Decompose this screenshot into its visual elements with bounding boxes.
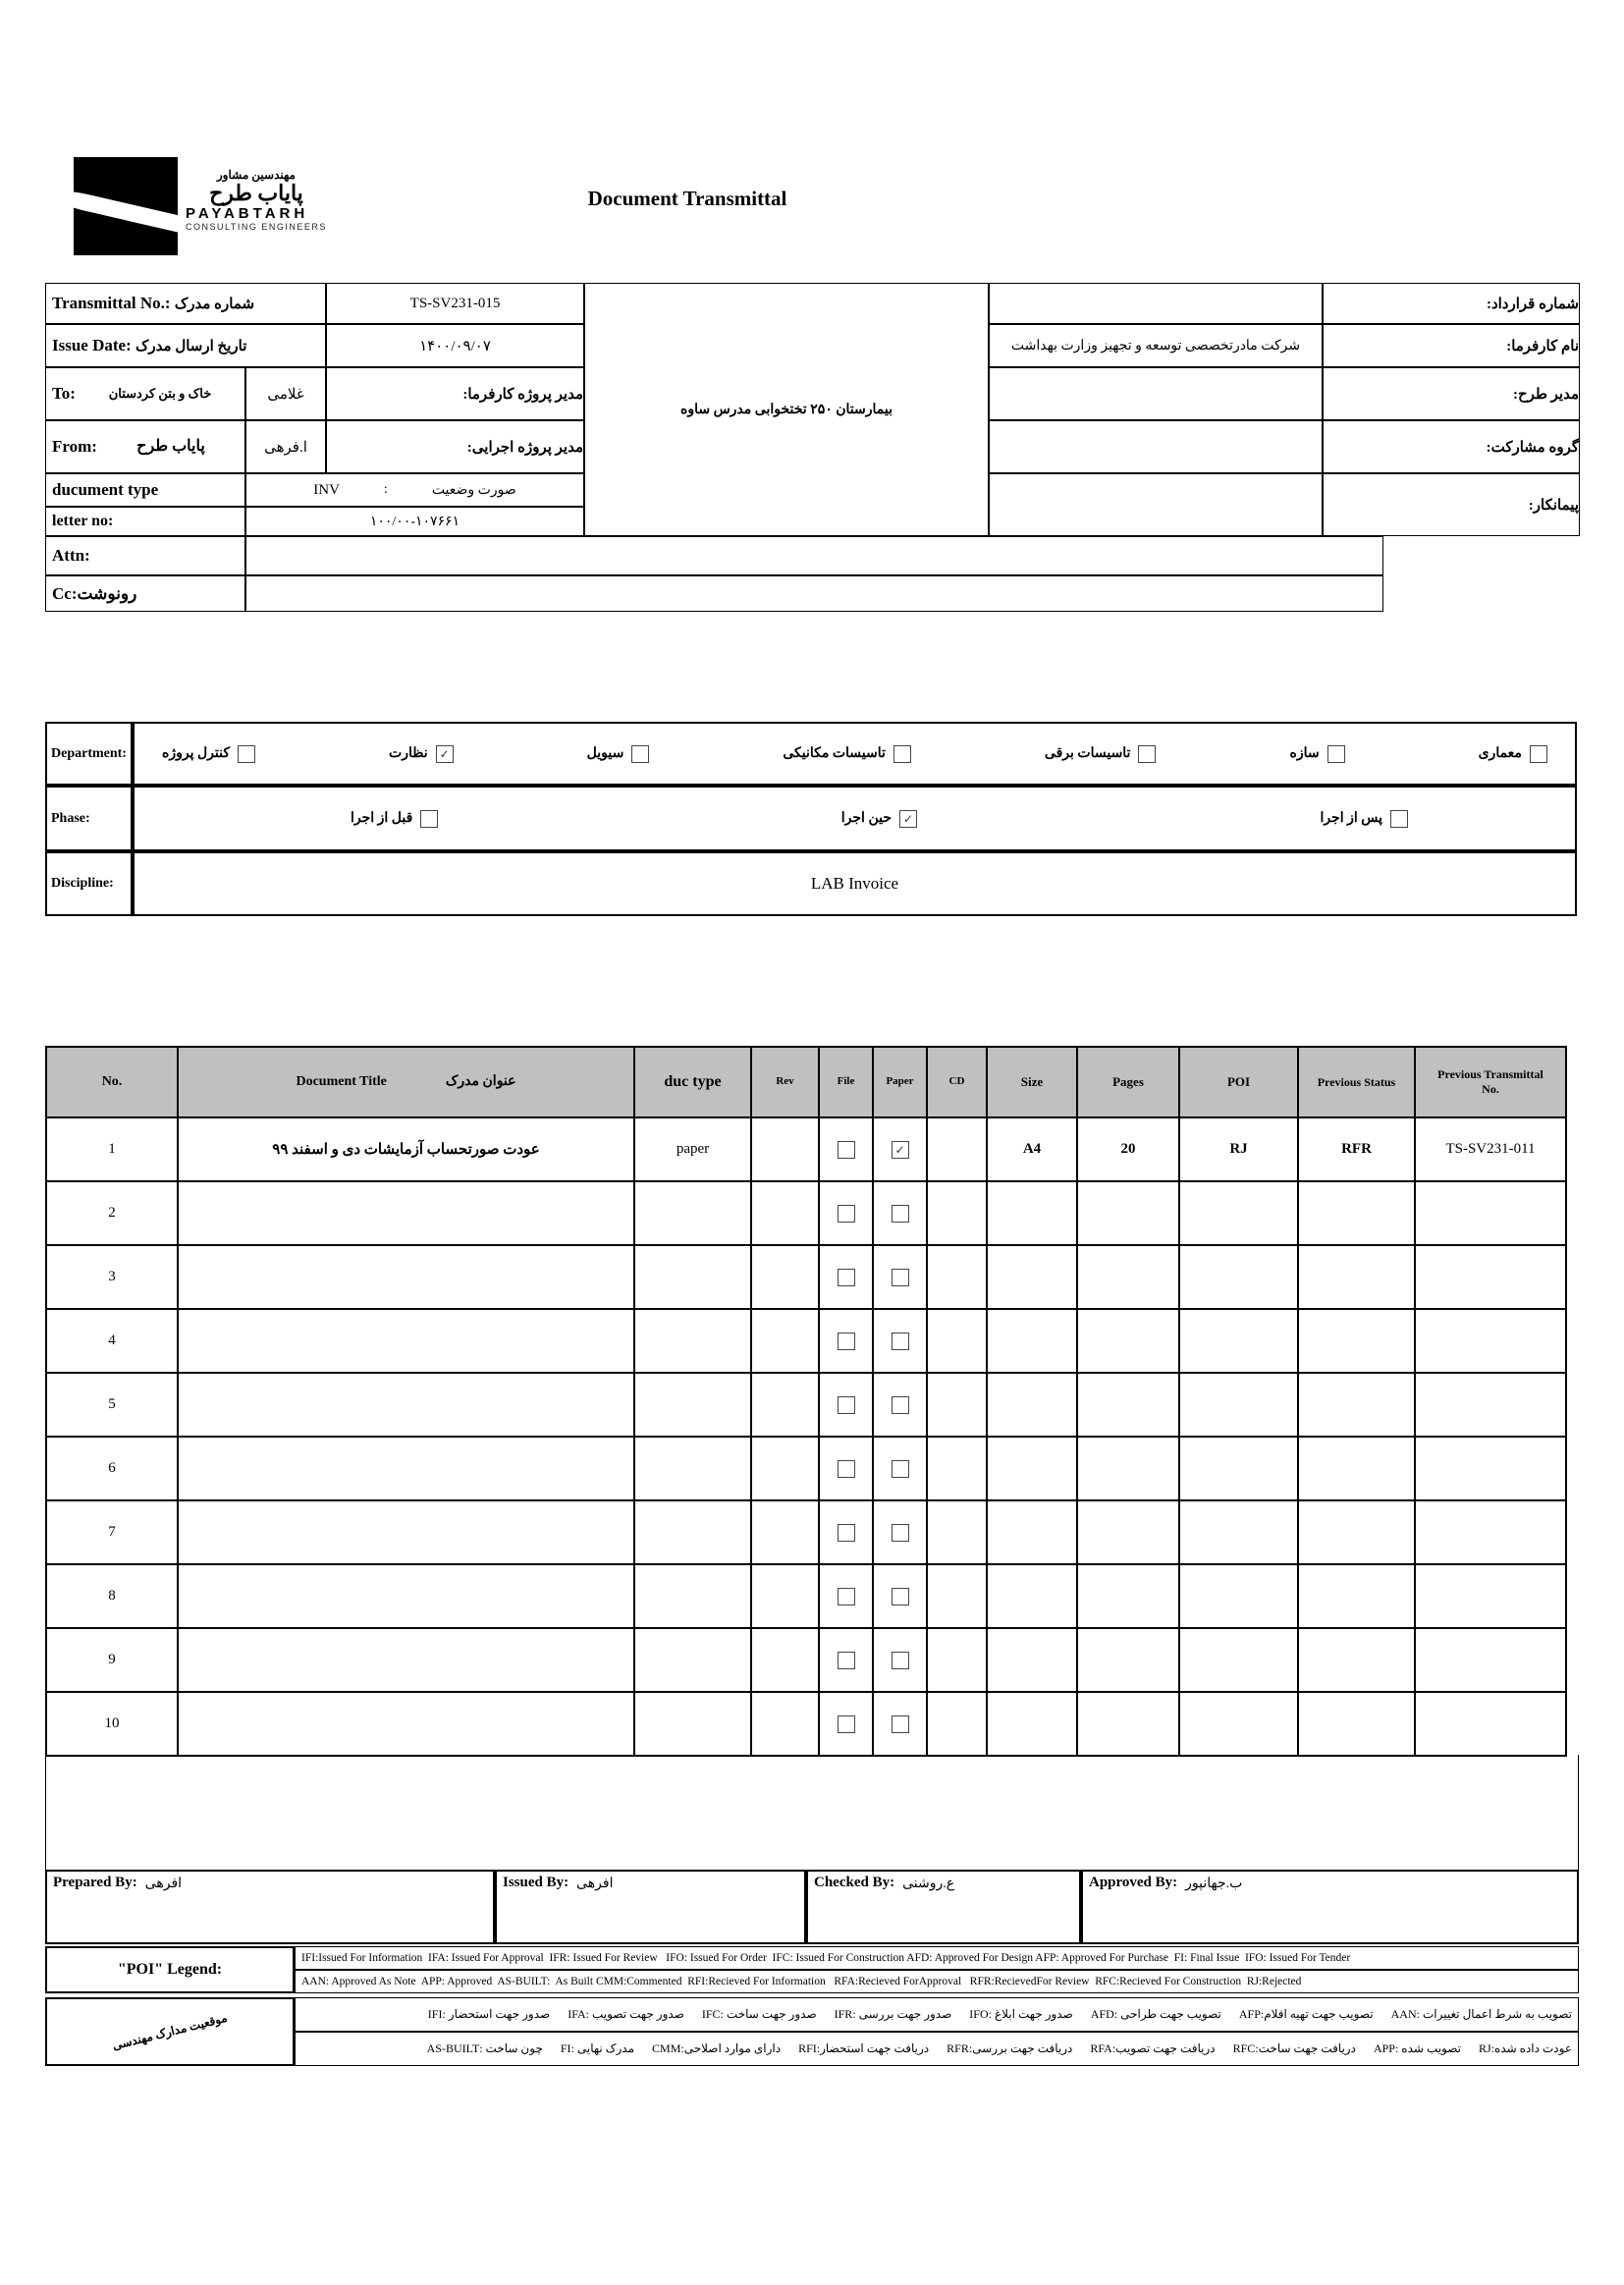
table-cell-cd — [927, 1692, 987, 1756]
table-cell-title — [178, 1628, 634, 1692]
department-checkbox[interactable] — [238, 745, 255, 763]
table-cell-prev_status — [1298, 1373, 1415, 1437]
contract-no-label: شماره قرارداد: — [1323, 283, 1580, 324]
table-cell-no: 6 — [46, 1437, 178, 1500]
table-cell-poi — [1179, 1500, 1298, 1564]
file-checkbox[interactable] — [838, 1205, 855, 1223]
department-item-label: نظارت — [389, 746, 428, 761]
table-cell-prev_status — [1298, 1245, 1415, 1309]
paper-checkbox[interactable] — [892, 1715, 909, 1733]
table-cell-size — [987, 1500, 1077, 1564]
table-cell-prev_transmittal — [1415, 1500, 1566, 1564]
table-cell-file — [819, 1692, 873, 1756]
department-item-label: سیویل — [586, 746, 624, 761]
table-cell-title: عودت صورتحساب آزمایشات دی و اسفند ۹۹ — [178, 1117, 634, 1181]
department-checkbox[interactable]: ✓ — [436, 745, 454, 763]
signature-row — [45, 1870, 1579, 1944]
table-cell-poi — [1179, 1181, 1298, 1245]
prepared-by-name: افرهی — [144, 1877, 183, 1891]
department-item-label: معماری — [1478, 746, 1522, 761]
phase-label: Phase: — [45, 786, 133, 851]
contractor-value — [989, 473, 1323, 536]
table-cell-pages — [1077, 1628, 1179, 1692]
table-cell-paper — [873, 1692, 927, 1756]
table-cell-duc_type — [634, 1564, 751, 1628]
table-cell-poi — [1179, 1692, 1298, 1756]
table-cell-size — [987, 1564, 1077, 1628]
table-cell-file — [819, 1181, 873, 1245]
table-cell-no: 8 — [46, 1564, 178, 1628]
document-type-value: صورت وضعیت : INV — [245, 473, 584, 507]
table-cell-duc_type — [634, 1245, 751, 1309]
department-item-label: سازه — [1289, 746, 1320, 761]
table-cell-duc_type — [634, 1373, 751, 1437]
file-checkbox[interactable] — [838, 1588, 855, 1605]
table-cell-duc_type — [634, 1181, 751, 1245]
table-cell-cd — [927, 1500, 987, 1564]
table-cell-rev — [751, 1309, 819, 1373]
phase-item-label: حین اجرا — [840, 811, 892, 826]
discipline-value: LAB Invoice — [133, 851, 1577, 916]
table-cell-title — [178, 1373, 634, 1437]
phase-item — [841, 810, 917, 828]
to-cell: To: خاک و بتن کردستان — [45, 367, 245, 420]
table-cell-file — [819, 1628, 873, 1692]
table-cell-size — [987, 1628, 1077, 1692]
table-cell-prev_transmittal — [1415, 1181, 1566, 1245]
table-cell-rev — [751, 1500, 819, 1564]
file-checkbox[interactable] — [838, 1460, 855, 1478]
fa-legend-label: موقعیت مدارک مهندسی — [45, 1997, 295, 2066]
table-cell-title — [178, 1181, 634, 1245]
table-cell-poi — [1179, 1437, 1298, 1500]
table-cell-no: 9 — [46, 1628, 178, 1692]
issued-by-name: افرهی — [576, 1877, 614, 1891]
table-cell-pages — [1077, 1500, 1179, 1564]
table-cell-duc_type — [634, 1628, 751, 1692]
letter-no-value: ۱۰۰/۰۰-۱۰۷۶۶۱ — [245, 507, 584, 536]
department-item-label: کنترل پروژه — [162, 746, 230, 761]
table-cell-pages — [1077, 1245, 1179, 1309]
col-header-title: Document Title عنوان مدرک — [178, 1047, 634, 1117]
table-cell-size — [987, 1309, 1077, 1373]
table-cell-cd — [927, 1437, 987, 1500]
from-cell: From: پایاب طرح — [45, 420, 245, 473]
table-cell-cd — [927, 1564, 987, 1628]
table-cell-pages — [1077, 1692, 1179, 1756]
design-manager-label: مدیر طرح: — [1323, 367, 1580, 420]
table-cell-file — [819, 1373, 873, 1437]
phase-item — [1320, 810, 1408, 828]
table-cell-cd — [927, 1309, 987, 1373]
cc-label: Cc:رونوشت — [45, 575, 245, 612]
table-cell-size — [987, 1692, 1077, 1756]
department-item — [1479, 745, 1547, 763]
file-checkbox[interactable] — [838, 1141, 855, 1159]
table-cell-rev — [751, 1181, 819, 1245]
phase-item-label: پس از اجرا — [1320, 811, 1382, 826]
col-header-rev: Rev — [751, 1047, 819, 1117]
paper-checkbox[interactable] — [892, 1652, 909, 1669]
table-cell-prev_status — [1298, 1628, 1415, 1692]
contractor-label: پیمانکار: — [1323, 473, 1580, 536]
department-checkbox[interactable] — [1138, 745, 1156, 763]
transmittal-info-table — [45, 283, 1580, 612]
paper-checkbox[interactable] — [892, 1396, 909, 1414]
table-cell-prev_status — [1298, 1437, 1415, 1500]
phase-checkbox[interactable] — [1390, 810, 1408, 828]
table-cell-file — [819, 1309, 873, 1373]
paper-checkbox[interactable] — [892, 1333, 909, 1350]
paper-checkbox[interactable] — [892, 1588, 909, 1605]
approved-by-cell: Approved By: ب.جهانپور — [1081, 1870, 1579, 1944]
table-cell-cd — [927, 1245, 987, 1309]
file-checkbox[interactable] — [838, 1652, 855, 1669]
table-cell-prev_transmittal — [1415, 1437, 1566, 1500]
prepared-by-cell: Prepared By: افرهی — [45, 1870, 495, 1944]
table-cell-title — [178, 1437, 634, 1500]
table-cell-size — [987, 1245, 1077, 1309]
paper-checkbox[interactable] — [892, 1524, 909, 1542]
phase-item-label: قبل از اجرا — [351, 811, 413, 826]
table-cell-prev_transmittal — [1415, 1564, 1566, 1628]
page-title: Document Transmittal — [587, 187, 787, 210]
table-cell-no: 10 — [46, 1692, 178, 1756]
table-cell-title — [178, 1564, 634, 1628]
table-cell-prev_status: RFR — [1298, 1117, 1415, 1181]
to-company: خاک و بتن کردستان — [108, 385, 212, 401]
table-cell-duc_type — [634, 1692, 751, 1756]
table-cell-poi — [1179, 1373, 1298, 1437]
file-checkbox[interactable] — [838, 1715, 855, 1733]
project-name: بیمارستان ۲۵۰ تختخوابی مدرس ساوه — [584, 283, 989, 536]
to-role-label: مدیر پروژه کارفرما: — [326, 367, 584, 420]
department-item — [783, 745, 911, 763]
letter-no-label: letter no: — [45, 507, 245, 536]
table-cell-title — [178, 1245, 634, 1309]
table-cell-paper — [873, 1500, 927, 1564]
table-cell-prev_transmittal: TS-SV231-011 — [1415, 1117, 1566, 1181]
table-cell-size — [987, 1181, 1077, 1245]
col-header-duc-type: duc type — [634, 1047, 751, 1117]
client-name-label: نام کارفرما: — [1323, 324, 1580, 367]
table-cell-rev — [751, 1373, 819, 1437]
table-cell-rev — [751, 1117, 819, 1181]
department-checkbox[interactable] — [631, 745, 649, 763]
department-item-label: تاسیسات مکانیکی — [783, 746, 886, 761]
table-cell-no: 4 — [46, 1309, 178, 1373]
phase-checkbox-row — [133, 786, 1577, 851]
department-item — [1289, 745, 1344, 763]
table-cell-no: 3 — [46, 1245, 178, 1309]
table-cell-poi — [1179, 1628, 1298, 1692]
from-role-label: مدیر پروژه اجرایی: — [326, 420, 584, 473]
approved-by-name: ب.جهانپور — [1185, 1877, 1243, 1891]
table-cell-paper — [873, 1309, 927, 1373]
to-person: غلامی — [245, 367, 326, 420]
table-cell-pages — [1077, 1373, 1179, 1437]
logo-persian-tagline: مهندسین مشاور — [216, 168, 296, 182]
partnership-group-label: گروه مشارکت: — [1323, 420, 1580, 473]
table-cell-paper — [873, 1628, 927, 1692]
issue-date-label: Issue Date: تاریخ ارسال مدرک — [45, 324, 326, 367]
table-cell-duc_type: paper — [634, 1117, 751, 1181]
file-checkbox[interactable] — [838, 1333, 855, 1350]
table-cell-cd — [927, 1117, 987, 1181]
checked-by-name: ع.روشنی — [902, 1877, 955, 1891]
department-item — [587, 745, 650, 763]
table-cell-file — [819, 1245, 873, 1309]
poi-legend-label: "POI" Legend: — [45, 1946, 295, 1993]
department-checkbox[interactable] — [893, 745, 911, 763]
phase-checkbox[interactable]: ✓ — [899, 810, 917, 828]
paper-checkbox[interactable] — [892, 1205, 909, 1223]
table-cell-title — [178, 1309, 634, 1373]
table-cell-paper — [873, 1373, 927, 1437]
table-cell-pages — [1077, 1437, 1179, 1500]
table-cell-title — [178, 1500, 634, 1564]
phase-checkbox[interactable] — [420, 810, 438, 828]
table-cell-cd — [927, 1628, 987, 1692]
col-header-size: Size — [987, 1047, 1077, 1117]
attn-value — [245, 536, 1383, 575]
table-cell-cd — [927, 1181, 987, 1245]
poi-legend-line2: AAN: Approved As Note APP: Approved AS-BUILT: As Built CMM:Commented RFI:Recieved For Information RFA:Recieved ForApproval RFR:RecievedFor Review RFC:Recieved For Construction RJ:Rejected — [295, 1970, 1579, 1993]
table-cell-pages — [1077, 1564, 1179, 1628]
issued-by-cell: Issued By: افرهی — [495, 1870, 806, 1944]
department-item — [1045, 745, 1157, 763]
file-checkbox[interactable] — [838, 1269, 855, 1286]
phase-item — [351, 810, 438, 828]
file-checkbox[interactable] — [838, 1524, 855, 1542]
document-type-label: ducument type — [45, 473, 245, 507]
from-company: پایاب طرح — [136, 437, 205, 455]
department-label: Department: — [45, 722, 133, 786]
table-cell-rev — [751, 1437, 819, 1500]
table-cell-duc_type — [634, 1309, 751, 1373]
table-cell-size — [987, 1437, 1077, 1500]
table-cell-cd — [927, 1373, 987, 1437]
table-cell-file — [819, 1564, 873, 1628]
table-cell-paper — [873, 1117, 927, 1181]
logo-company-name: PAYABTARH — [186, 204, 309, 222]
client-name-value: شرکت مادرتخصصی توسعه و تجهیز وزارت بهداشت — [989, 324, 1323, 367]
col-header-paper: Paper — [873, 1047, 927, 1117]
table-cell-prev_transmittal — [1415, 1245, 1566, 1309]
design-manager-value — [989, 367, 1323, 420]
col-header-previous-transmittal: Previous Transmittal No. — [1415, 1047, 1566, 1117]
transmittal-no-label: Transmittal No.: شماره مدرک — [45, 283, 326, 324]
logo-subtitle: CONSULTING ENGINEERS — [186, 222, 327, 233]
cc-value — [245, 575, 1383, 612]
table-cell-poi: RJ — [1179, 1117, 1298, 1181]
paper-checkbox[interactable] — [892, 1460, 909, 1478]
partnership-group-value — [989, 420, 1323, 473]
notes-blank-area — [45, 1755, 1579, 1870]
table-cell-prev_status — [1298, 1692, 1415, 1756]
issue-date-value: ۱۴۰۰/۰۹/۰۷ — [326, 324, 584, 367]
table-cell-prev_status — [1298, 1564, 1415, 1628]
table-cell-no: 5 — [46, 1373, 178, 1437]
transmittal-no-value: TS-SV231-015 — [326, 283, 584, 324]
table-cell-no: 1 — [46, 1117, 178, 1181]
table-cell-rev — [751, 1692, 819, 1756]
table-cell-file — [819, 1500, 873, 1564]
department-checkbox[interactable] — [1530, 745, 1547, 763]
table-cell-poi — [1179, 1245, 1298, 1309]
table-cell-pages: 20 — [1077, 1117, 1179, 1181]
table-cell-no: 7 — [46, 1500, 178, 1564]
documents-table — [45, 1046, 1567, 1757]
table-cell-paper — [873, 1245, 927, 1309]
table-cell-file — [819, 1437, 873, 1500]
department-item-label: تاسیسات برقی — [1044, 746, 1131, 761]
discipline-label: Discipline: — [45, 851, 133, 916]
table-cell-rev — [751, 1564, 819, 1628]
col-header-previous-status: Previous Status — [1298, 1047, 1415, 1117]
table-cell-paper — [873, 1564, 927, 1628]
fa-legend-line1: تصویب به شرط اعمال تغییرات :AAN تصویب جهت تهیه اقلام:AFP تصویب جهت طراحی :AFD صدور جهت ابلاغ :IFO صدور جهت بررسی :IFR صدور جهت ساخت :IFC صدور جهت تصویب :IFA صدور جهت استحضار :IFI — [295, 1997, 1579, 2032]
paper-checkbox[interactable]: ✓ — [892, 1141, 909, 1159]
table-cell-file — [819, 1117, 873, 1181]
table-cell-poi — [1179, 1564, 1298, 1628]
col-header-pages: Pages — [1077, 1047, 1179, 1117]
col-header-poi: POI — [1179, 1047, 1298, 1117]
table-cell-prev_transmittal — [1415, 1692, 1566, 1756]
table-cell-pages — [1077, 1181, 1179, 1245]
poi-legend-en — [45, 1946, 1579, 1993]
contract-no-value — [989, 283, 1323, 324]
poi-legend-fa — [45, 1997, 1579, 2066]
table-cell-paper — [873, 1181, 927, 1245]
table-cell-prev_status — [1298, 1309, 1415, 1373]
table-cell-size — [987, 1373, 1077, 1437]
table-cell-duc_type — [634, 1500, 751, 1564]
col-header-no: No. — [46, 1047, 178, 1117]
file-checkbox[interactable] — [838, 1396, 855, 1414]
col-header-cd: CD — [927, 1047, 987, 1117]
table-cell-duc_type — [634, 1437, 751, 1500]
logo-persian-name: پایاب طرح — [209, 180, 303, 205]
table-cell-rev — [751, 1245, 819, 1309]
table-cell-paper — [873, 1437, 927, 1500]
department-item — [389, 745, 454, 763]
attn-label: Attn: — [45, 536, 245, 575]
department-checkbox-row — [133, 722, 1577, 786]
fa-legend-line2: عودت داده شده:RJ تصویب شده :APP دریافت جهت ساخت:RFC دریافت جهت تصویب:RFA دریافت جهت بررسی:RFR دریافت جهت استحضار:RFI دارای موارد اصلاحی:CMM مدرک نهایی :FI چون ساخت :AS-BUILT — [295, 2032, 1579, 2066]
table-cell-title — [178, 1692, 634, 1756]
department-phase-table — [45, 722, 1577, 916]
table-cell-prev_status — [1298, 1181, 1415, 1245]
table-cell-pages — [1077, 1309, 1179, 1373]
table-cell-poi — [1179, 1309, 1298, 1373]
table-cell-prev_status — [1298, 1500, 1415, 1564]
table-cell-prev_transmittal — [1415, 1628, 1566, 1692]
table-cell-no: 2 — [46, 1181, 178, 1245]
table-cell-rev — [751, 1628, 819, 1692]
paper-checkbox[interactable] — [892, 1269, 909, 1286]
department-checkbox[interactable] — [1327, 745, 1345, 763]
checked-by-cell: Checked By: ع.روشنی — [806, 1870, 1081, 1944]
from-person: ا.فرهی — [245, 420, 326, 473]
table-cell-size: A4 — [987, 1117, 1077, 1181]
department-item — [162, 745, 255, 763]
table-cell-prev_transmittal — [1415, 1309, 1566, 1373]
poi-legend-line1: IFI:Issued For Information IFA: Issued For Approval IFR: Issued For Review IFO: Issued For Order IFC: Issued For Construction AFD: Approved For Design AFP: Approved For Purchase FI: Final Issue IFO: Issued For Tender — [295, 1946, 1579, 1970]
col-header-file: File — [819, 1047, 873, 1117]
table-cell-prev_transmittal — [1415, 1373, 1566, 1437]
